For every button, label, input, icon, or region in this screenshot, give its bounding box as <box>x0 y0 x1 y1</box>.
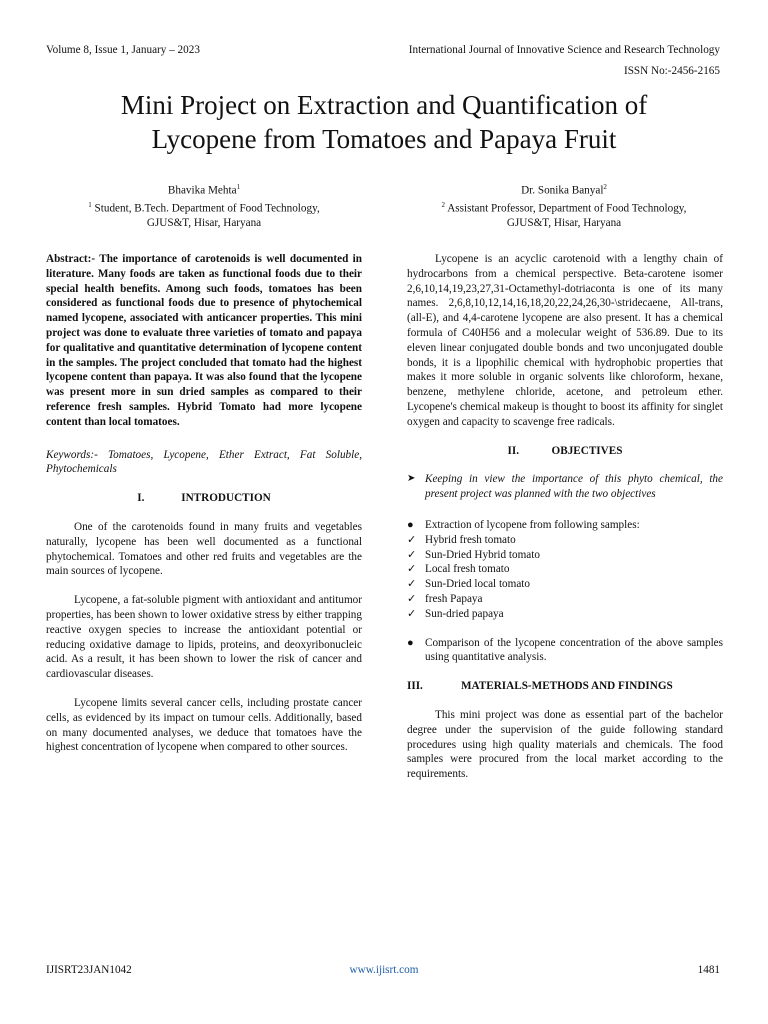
sample-item: fresh Papaya <box>425 592 483 605</box>
sample-item: Sun-dried papaya <box>425 607 504 620</box>
check-icon: ✓ <box>407 607 417 620</box>
author-2-aff-sup: 2 <box>441 201 446 210</box>
paper-title <box>40 88 728 156</box>
issn: ISSN No:-2456-2165 <box>623 65 720 77</box>
check-icon: ✓ <box>407 533 417 546</box>
author-1 <box>46 180 362 231</box>
comparison-text: Comparison of the lycopene concentration of the above samples using quantitative analysis. <box>425 636 723 664</box>
right-column <box>407 252 723 782</box>
author-1-aff-sup: 1 <box>88 201 92 210</box>
author-1-name: Bhavika Mehta <box>167 184 237 197</box>
check-icon: ✓ <box>407 592 417 605</box>
title-line-1: Mini Project on Extraction and Quantification of <box>120 90 648 120</box>
section-number: III. <box>407 680 423 693</box>
intro-paragraph-3: Lycopene limits several cancer cells, including prostate cancer cells, as evidenced by its impact on tumour cells. Additionally, based on many documented analyses, we deduce that tomatoes have the highest concentration of lycopene when compared to other sources. <box>46 696 362 754</box>
author-2-location: GJUS&T, Hisar, Haryana <box>506 217 622 230</box>
author-2-affiliation: Assistant Professor, Department of Food Technology, <box>447 202 687 215</box>
section-title: OBJECTIVES <box>551 444 623 457</box>
journal-name: International Journal of Innovative Science and Research Technology <box>408 44 720 56</box>
materials-paragraph: This mini project was done as essential part of the bachelor degree under the supervision of the guide following standard procedures using high quality materials and chemicals. The food samples were procured from the local market according to the requirements. <box>407 708 723 781</box>
keywords-text: :- Tomatoes, Lycopene, Ether Extract, Fat Soluble, Phytochemicals <box>46 448 362 476</box>
check-icon: ✓ <box>407 548 417 561</box>
extraction-list <box>407 518 723 622</box>
bullet-icon: ● <box>407 636 414 649</box>
section-number: I. <box>137 492 145 505</box>
section-heading-introduction <box>46 491 362 506</box>
intro-paragraph-1: One of the carotenoids found in many fruits and vegetables naturally, lycopene has been well documented as a functional phytochemical. Tomatoes and other red fruits and vegetables are the main sources of lycopene. <box>46 520 362 578</box>
list-item <box>407 607 723 622</box>
list-item <box>407 592 723 607</box>
objectives-lead <box>407 472 723 502</box>
website-link[interactable]: www.ijisrt.com <box>349 964 419 976</box>
volume-issue: Volume 8, Issue 1, January – 2023 <box>46 44 200 56</box>
sample-item: Local fresh tomato <box>425 563 510 576</box>
title-line-2: Lycopene from Tomatoes and Papaya Fruit <box>151 124 617 154</box>
keywords-label: Keywords <box>46 448 91 461</box>
check-icon: ✓ <box>407 578 417 591</box>
intro-paragraph-2: Lycopene, a fat-soluble pigment with antioxidant and antitumor properties, has been shown to lower oxidative stress by either trapping reactive oxygen species to increase the antioxidant potential or reducing oxidative damage to lipids, proteins, and deoxyribonucleic acid. As a result, it has been shown to lower the risk of cancer and cardiovascular diseases. <box>46 594 362 681</box>
sample-item: Sun-Dried local tomato <box>425 578 531 591</box>
section-heading-materials <box>407 679 723 694</box>
author-1-location: GJUS&T, Hisar, Haryana <box>146 217 262 230</box>
author-2-sup: 2 <box>603 183 607 191</box>
list-item <box>407 548 723 563</box>
left-column <box>46 252 362 755</box>
comparison-list <box>407 636 723 666</box>
list-item <box>407 562 723 577</box>
author-2-name: Dr. Sonika Banyal <box>521 184 604 197</box>
objectives-lead-text: Keeping in view the importance of this phyto chemical, the present project was planned with the two objectives <box>425 473 723 501</box>
sample-item: Sun-Dried Hybrid tomato <box>425 548 540 561</box>
section-number: II. <box>507 444 520 457</box>
paper-id: IJISRT23JAN1042 <box>46 964 132 976</box>
author-2 <box>406 180 722 231</box>
bullet-icon: ● <box>407 518 414 531</box>
extraction-text: Extraction of lycopene from following samples: <box>425 518 640 531</box>
keywords <box>46 448 362 478</box>
section-title: MATERIALS-METHODS AND FINDINGS <box>461 680 673 693</box>
abstract: Abstract:- The importance of carotenoids is well documented in literature. Many foods are taken as functional foods due to their special health benefits. Among such foods, tomatoes has been considered as functional foods due to presence of phytochemical named lycopene, associated with anticancer properties. This mini project was done to evaluate three varieties of tomato and papaya for qualitative and quantitative determination of lycopene content in the samples. The project concluded that tomato had the highest lycopene content than papaya. It was also found that the lycopene was present more in sun dried samples as compared to their reference fresh samples. Hybrid Tomato had more lycopene content than local tomatoes. <box>46 253 362 428</box>
list-item <box>407 636 723 666</box>
section-heading-objectives <box>407 444 723 459</box>
author-1-sup: 1 <box>236 183 241 191</box>
section-title: INTRODUCTION <box>181 492 271 505</box>
list-item <box>407 577 723 592</box>
arrow-bullet-icon: ➤ <box>407 473 416 485</box>
page-number: 1481 <box>697 964 720 976</box>
sample-item: Hybrid fresh tomato <box>425 533 516 546</box>
author-1-affiliation: Student, B.Tech. Department of Food Technology, <box>94 202 320 215</box>
list-item <box>407 533 723 548</box>
list-item <box>407 518 723 533</box>
check-icon: ✓ <box>407 563 417 576</box>
lycopene-chemistry-paragraph: Lycopene is an acyclic carotenoid with a lengthy chain of hydrocarbons from a chemical perspective. Beta-carotene isomer 2,6,10,14,19,23,27,31-Octamethyl-dotriaconta is one of its many names. 2,6,8,10,12,14,16,18,20,22,24,26,30-\stridecaene, All-trans, (all-E), and 4,4-carotene lycopene are also present. It has a chemical formula of C40H56 and a molecular weight of 536.89. Due to its eleven linear conjugated double bonds and two unconjugated double bonds, it is a lipophilic chemical with hydrophobic properties that makes it more soluble in organic solvents like chloroform, hexane, benzene, methylene chloride, acetone, and petroleum ether. Lycopene's chemical makeup is thought to boost its affinity for singlet oxygen and capacity to scavenge free radicals. <box>407 253 723 428</box>
